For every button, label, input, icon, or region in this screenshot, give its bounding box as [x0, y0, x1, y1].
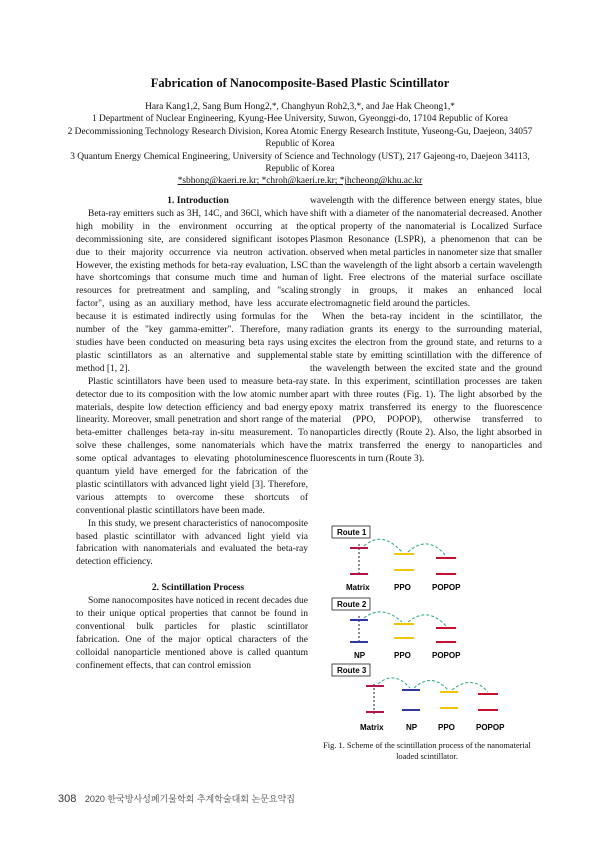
route-3-label: Route 3	[337, 666, 367, 675]
author-block	[60, 101, 540, 188]
intro-paragraph-3: In this study, we present characteristics of nanocomposite based plastic scintillator with advanced light yield via fabrication with nanomaterials and evaluated the beta-ray detection efficiency.	[76, 518, 308, 568]
paper-title: Fabrication of Nanocomposite-Based Plastic Scintillator	[150, 76, 450, 90]
section-heading-scintillation: 2. Scintillation Process	[151, 582, 245, 594]
route-2-transfer-1	[364, 612, 402, 622]
section-heading-introduction: 1. Introduction	[167, 195, 229, 206]
authors-line: Hara Kang1,2, Sang Bum Hong2,*, Changhyun Roh2,3,*, and Jae Hak Cheong1,*	[145, 102, 455, 112]
route-3-matrix-label: Matrix	[360, 723, 384, 732]
affiliation-1: 1 Department of Nuclear Engineering, Kyung-Hee University, Suwon, Gyeonggi-do, 17104 Republic of Korea	[92, 114, 508, 125]
figure-caption: Fig. 1. Scheme of the scintillation process of the nanomaterial loaded scintillator.	[323, 741, 531, 761]
page-footer	[58, 792, 295, 805]
page-number: 308	[58, 793, 77, 805]
route-1-ppo-label: PPO	[394, 583, 411, 592]
right-paragraph-2: When the beta-ray incident in the scintillator, the radiation grants its energy to the surrounding material, excites the electron from the ground state, and returns to a stable state by emitting scintillation with the difference of the wavelength between the excited state and the ground state. In this experiment, scintillation processes are taken apart with three routes (Fig. 1). The light absorbed by the epoxy matrix transferred its energy to the fluorescence material (PPO, POPOP), otherwise transferred to nanoparticles directly (Route 2). Also, the light absorbed in the matrix transferred the energy to nanoparticles and fluorescents in turn (Route 3).	[310, 312, 542, 465]
route-2-label: Route 2	[337, 600, 367, 609]
route-3-popop-label: POPOP	[476, 723, 505, 732]
scintillation-paragraph-1: Some nanocomposites have noticed in recent decades due to their unique optical properties that cannot be found in conventional bulk particles for plastic scintillator fabrication. One of the major optical characters of the colloidal nanoparticle mentioned above is called quantum confinement effects, that can control emission	[76, 596, 308, 671]
route-2-np-label: NP	[354, 651, 366, 660]
route-3-np-label: NP	[406, 723, 418, 732]
right-column	[310, 195, 542, 466]
right-paragraph-1: wavelength with the difference between energy states, blue shift with a diameter of the nanomaterial decreased. Another optical property of the nanomaterial is Localized Surface Plasmon Resonance (LSPR), a phenomenon that can be observed when metal particles in nanometer size that smaller than the wavelength of the light absorb a certain wavelength of light. Free electrons of the material surface oscillate strongly in groups, it makes an enhanced local electromagnetic field around the particles.	[310, 196, 542, 310]
route-3-transfer-2	[414, 680, 448, 690]
route-2-ppo-label: PPO	[394, 651, 411, 660]
affiliation-2: 2 Decommissioning Technology Research Division, Korea Atomic Energy Research Institute, Yuseong-Gu, Daejeon, 34057 Republic of Korea	[67, 126, 533, 150]
affiliation-3: 3 Quantum Energy Chemical Engineering, University of Science and Technology (UST), 217 Gajeong-ro, Daejeon 34113, Republic of Korea	[70, 151, 530, 175]
intro-paragraph-2: Plastic scintillators have been used to measure beta-ray detector due to its composition with the low atomic number materials, despite low detection efficiency and bad energy linearity. Moreover, small penetration and short range of the beta-emitter challenges beta-ray in-situ measurement. To solve these challenges, some nanomaterials which have some optical advantages to elevating photoluminescence quantum yield have emerged for the fabrication of the plastic scintillators with advanced light yield [3]. Therefore, various attempts to overcome these shortcuts of conventional plastic scintillators have been made.	[76, 376, 308, 516]
intro-paragraph-1: Beta-ray emitters such as 3H, 14C, and 36Cl, which have high mobility in the environment occurring at the decommissioning site, are considered significant isotopes due to their majority occurrence via neutron activation. However, the existing methods for beta-ray evaluation, LSC have shortcomings that consume much time and human resources for pretreatment and sampling, and "scaling factor", using as an auxiliary method, have less accurate because it is estimated indirectly using formulas for the number of the "key gamma-emitter". Therefore, many studies have been conducted on measuring beta rays using plastic scintillators as an alternative and supplemental method [1, 2].	[76, 208, 308, 374]
route-1-popop-label: POPOP	[432, 583, 461, 592]
route-3-ppo-label: PPO	[438, 723, 455, 732]
scintillation-scheme-figure	[330, 524, 520, 736]
route-2-popop-label: POPOP	[432, 651, 461, 660]
route-1-transfer-1	[364, 539, 402, 552]
route-1-matrix-label: Matrix	[346, 583, 370, 592]
journal-name: 2020 한국방사성폐기물학회 추계학술대회 논문요약집	[84, 794, 295, 804]
left-column	[76, 195, 308, 673]
route-1-label: Route 1	[337, 528, 367, 537]
email-links[interactable]: *sbhong@kaeri.re.kr; *chroh@kaeri.re.kr; *jhcheong@khu.ac.kr	[177, 176, 423, 187]
route-3-transfer-3	[452, 682, 488, 692]
